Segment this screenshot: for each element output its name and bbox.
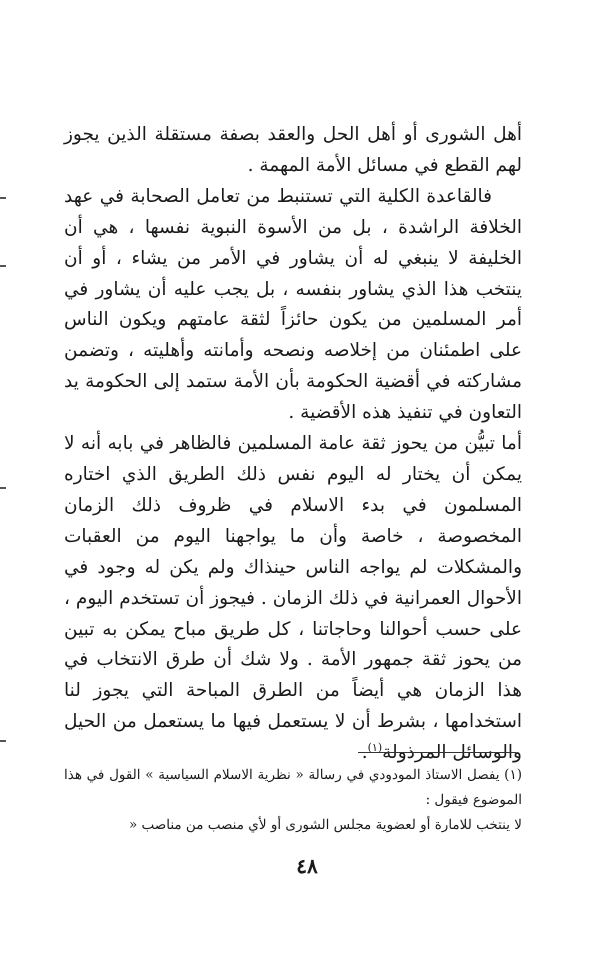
paragraph (64, 429, 522, 769)
paragraph-end-mark: . (361, 742, 368, 764)
scan-margin-mark (0, 265, 6, 267)
paragraph: أهل الشورى أو أهل الحل والعقد بصفة مستقلة الذين يجوز لهم القطع في مسائل الأمة المهمة . (64, 124, 522, 176)
footnote: (١) يفصل الاستاذ المودودي في رسالة « نظرية الاسلام السياسية » القول في هذا الموضوع فيقول : (64, 767, 522, 808)
footnote-quote: لا ينتخب للامارة أو لعضوية مجلس الشورى أو لأي منصب من مناصب « (128, 817, 522, 833)
footnote-reference[interactable]: (١) (367, 740, 383, 754)
main-text (64, 120, 522, 769)
scan-margin-mark (0, 740, 6, 742)
paragraph: فالقاعدة الكلية التي تستنبط من تعامل الصحابة في عهد الخلافة الراشدة ، بل من الأسوة النبوية نفسها ، هي أن الخليفة لا ينبغي له أن يشاور في الأمر من يشاء ، أو أن ينتخب هذا الذي يشاور بنفسه ، بل يجب عليه أن يشاور في أمر المسلمين من يكون حائزاً لثقة عامتهم ويكون الناس على اطمئنان من إخلاصه ونصحه وأمانته وأهليته ، وتضمن مشاركته في أقضية الحكومة بأن الأمة ستمد إلى الحكومة يد التعاون في تنفيذ هذه الأقضية . (64, 185, 522, 424)
scan-margin-mark (0, 197, 6, 199)
paragraph-text: أما تبيُّن من يحوز ثقة عامة المسلمين فالظاهر في بابه أنه لا يمكن أن يختار له اليوم نفس ذلك الطريق الذي اختاره المسلمون في بدء الاسلام في ظروف ذلك الزمان المخصوصة ، خاصة وأن ما يواجهنا اليوم من العقبات والمشكلات لم يواجه الناس حينذاك ولم يكن له وجود في الأحوال العمرانية في ذلك الزمان . فيجوز أن تستخدم اليوم ، على حسب أحوالنا وحاجاتنا ، كل طريق مباح يمكن به تبين من يحوز ثقة جمهور الأمة . ولا شك أن طرق الانتخاب في هذا الزمان هي أيضاً من الطرق المباحة التي يجوز لنا استخدامها ، بشرط أن لا يستعمل فيها ما يستعمل من الحيل والوسائل المرذولة (64, 433, 522, 764)
page-number: ٤٨ (296, 854, 318, 878)
scan-margin-mark (0, 487, 6, 489)
footnotes (64, 763, 522, 838)
footnote-divider (358, 752, 516, 753)
